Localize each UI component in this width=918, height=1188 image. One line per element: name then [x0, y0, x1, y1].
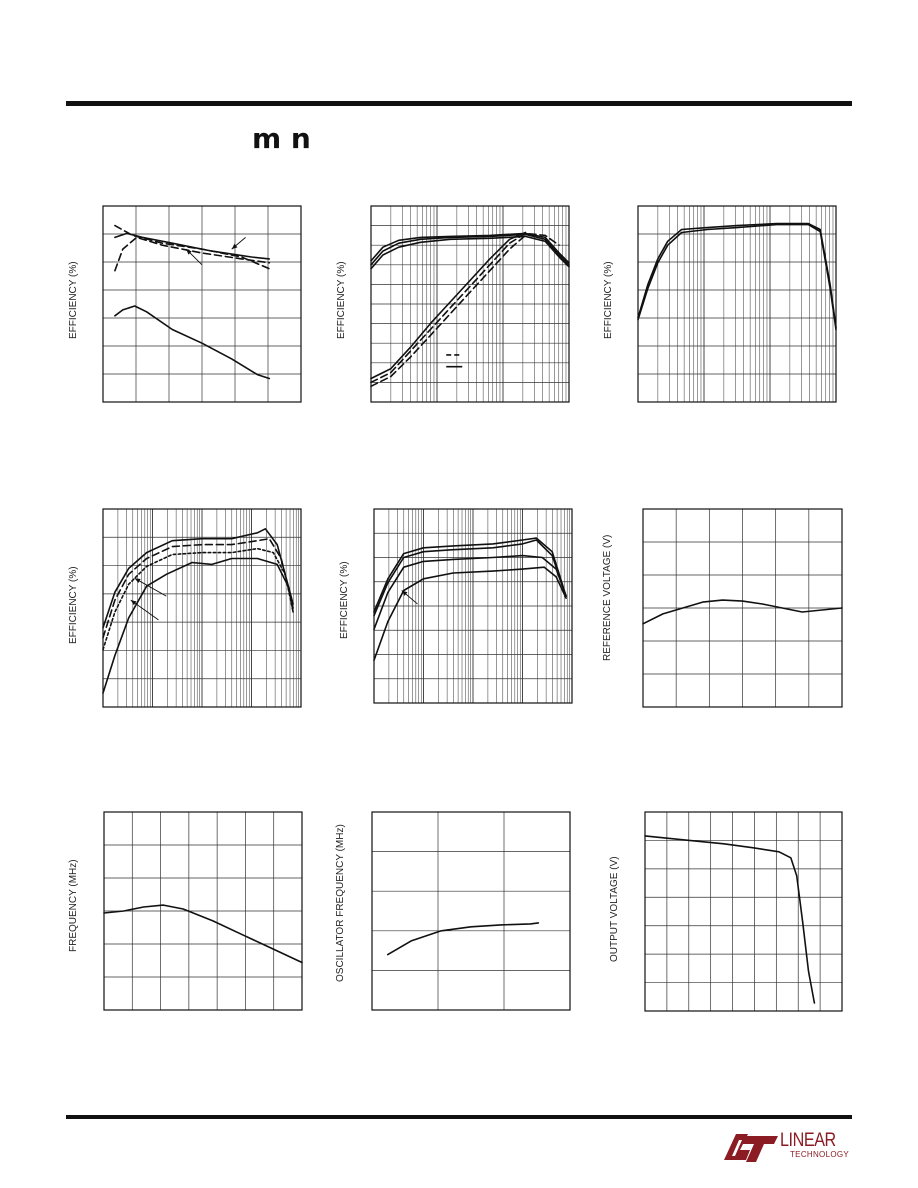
- logo-subtitle: TECHNOLOGY: [790, 1150, 850, 1159]
- chart-c7: [66, 812, 306, 1012]
- chart-c2-series-3: [371, 236, 569, 268]
- chart-c8-frame: [372, 812, 570, 1010]
- chart-c8-ylabel: OSCILLATOR FREQUENCY (MHz): [335, 824, 346, 982]
- chart-c1-svg: [66, 206, 306, 406]
- chart-c2-ylabel: EFFICIENCY (%): [336, 261, 347, 339]
- chart-c2-svg: [334, 206, 574, 406]
- chart-c6-ylabel: REFERENCE VOLTAGE (V): [602, 534, 613, 661]
- chart-c4-ylabel: EFFICIENCY (%): [68, 566, 79, 644]
- chart-c1-ylabel: EFFICIENCY (%): [68, 261, 79, 339]
- chart-c4-annotation-arrow-1: [135, 578, 167, 596]
- chart-c5-ylabel: EFFICIENCY (%): [339, 561, 350, 639]
- chart-c2: [334, 206, 574, 406]
- chart-c3: [601, 206, 841, 406]
- chart-c7-grid: [104, 812, 302, 1010]
- chart-c3-frame: [638, 206, 836, 402]
- chart-c4-annotation-arrow-2: [131, 600, 159, 620]
- chart-c6: [600, 509, 845, 711]
- lt-logo-mark-icon: [722, 1128, 782, 1164]
- logo-wordmark: LINEAR: [780, 1130, 836, 1151]
- section-header-glyphs: m n: [252, 122, 311, 155]
- chart-c9-series-1: [645, 836, 814, 1003]
- chart-c9-svg: [607, 812, 847, 1014]
- chart-c8: [333, 812, 573, 1012]
- chart-c3-ylabel: EFFICIENCY (%): [603, 261, 614, 339]
- linear-technology-logo: [722, 1128, 854, 1164]
- chart-c7-ylabel: FREQUENCY (MHz): [68, 859, 79, 952]
- chart-c2-series-6: [371, 233, 525, 379]
- chart-c5: [337, 509, 577, 711]
- chart-c9-frame: [645, 812, 842, 1011]
- chart-c9-grid: [645, 812, 842, 1011]
- chart-c4-series-4: [103, 559, 293, 694]
- top-rule: [66, 101, 852, 106]
- chart-c7-svg: [66, 812, 306, 1012]
- chart-c5-grid: [374, 509, 572, 703]
- chart-c1: [66, 206, 306, 406]
- chart-c3-svg: [601, 206, 841, 406]
- chart-c9-ylabel: OUTPUT VOLTAGE (V): [609, 856, 620, 962]
- chart-c6-svg: [600, 509, 845, 711]
- chart-c3-grid: [638, 206, 836, 402]
- chart-c6-grid: [643, 509, 842, 707]
- chart-c1-series-2: [115, 237, 269, 270]
- chart-c4: [66, 509, 306, 711]
- bottom-rule: [66, 1115, 852, 1119]
- chart-c3-series-1: [638, 224, 836, 328]
- chart-c8-grid: [372, 812, 570, 1010]
- chart-c7-series-1: [104, 905, 302, 962]
- chart-c1-annotation-arrow-1: [232, 237, 246, 249]
- chart-c1-series-4: [115, 306, 269, 379]
- chart-c5-annotation-arrow-1: [402, 590, 418, 604]
- chart-c8-series-1: [388, 923, 539, 955]
- chart-c9: [607, 812, 847, 1014]
- chart-c4-svg: [66, 509, 306, 711]
- chart-c5-svg: [337, 509, 577, 711]
- chart-c8-svg: [333, 812, 573, 1012]
